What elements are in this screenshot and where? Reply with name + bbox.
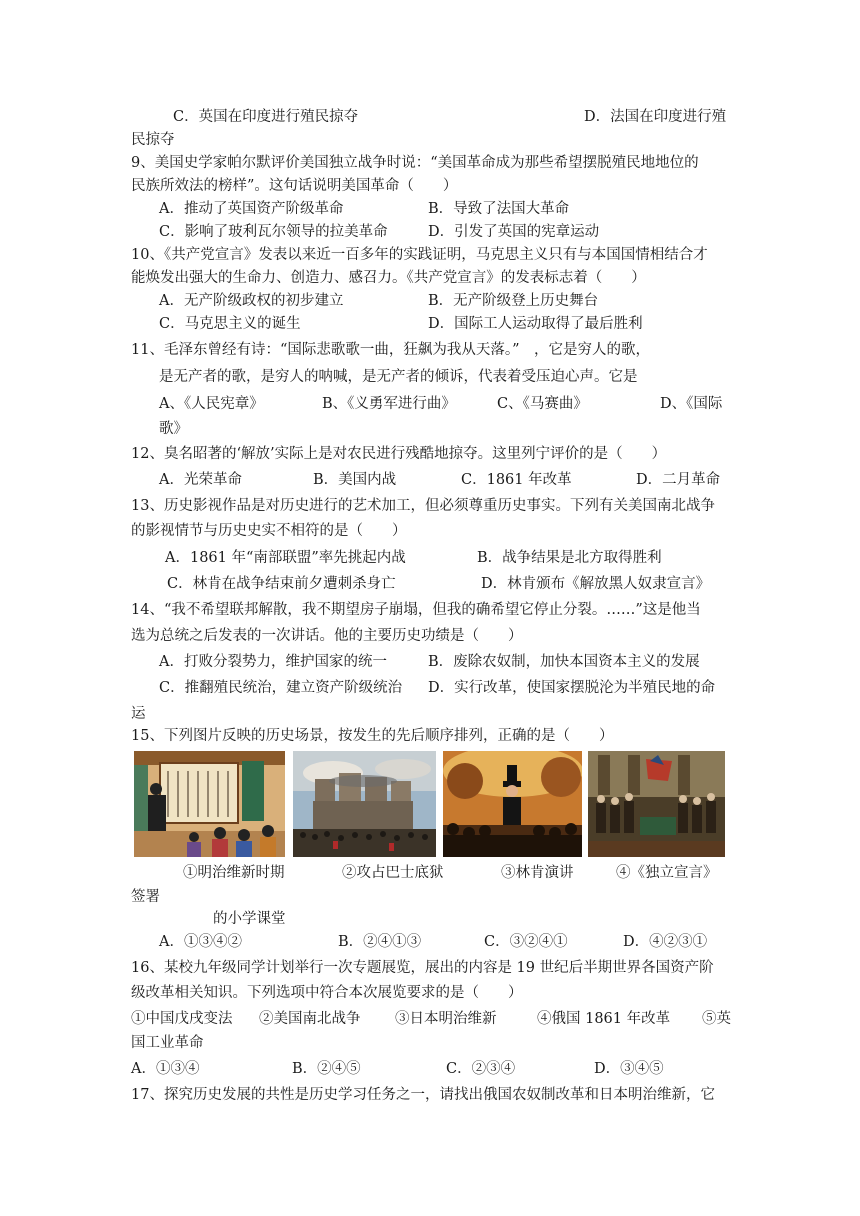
q9-stem-line1: 9、美国史学家帕尔默评价美国独立战争时说：“美国革命成为那些希望摆脱殖民地地位的 xyxy=(131,155,699,171)
picture-bastille xyxy=(293,751,436,857)
q14-stem-line1: 14、“我不希望联邦解散，我不期望房子崩塌，但我的确希望它停止分裂。……”这是他当 xyxy=(131,602,701,618)
picture-meiji-classroom xyxy=(134,751,285,857)
q9-stem-line2: 民族所效法的榜样”。这句话说明美国革命（ ） xyxy=(131,178,458,194)
q9-option-d: D．引发了英国的宪章运动 xyxy=(428,224,600,240)
q13-option-b: B．战争结果是北方取得胜利 xyxy=(477,550,662,566)
q8-option-d: D．法国在印度进行殖 xyxy=(584,109,727,125)
q10-option-b: B．无产阶级登上历史舞台 xyxy=(428,293,599,309)
q8-option-c: C．英国在印度进行殖民掠夺 xyxy=(173,109,359,125)
q16-option-d: D．③④⑤ xyxy=(594,1061,664,1077)
q12-option-d: D．二月革命 xyxy=(636,472,721,488)
caption-picture-1-continued: 的小学课堂 xyxy=(213,911,286,927)
q16-stem-line1: 16、某校九年级同学计划举行一次专题展览，展出的内容是 19 世纪后半期世界各国资产阶 xyxy=(131,960,714,976)
q13-stem-line1: 13、历史影视作品是对历史进行的艺术加工，但必须尊重历史事实。下列有关美国南北战争 xyxy=(131,498,715,514)
q10-stem-line2: 能焕发出强大的生命力、创造力、感召力。《共产党宣言》的发表标志着（ ） xyxy=(131,270,646,286)
q10-option-d: D．国际工人运动取得了最后胜利 xyxy=(428,316,643,332)
q12-option-c: C．1861 年改革 xyxy=(461,472,572,488)
q12-option-a: A．光荣革命 xyxy=(159,472,242,488)
q11-option-d-continued: 歌》 xyxy=(159,421,188,437)
q11-option-b: B、《义勇军进行曲》 xyxy=(322,396,456,412)
q12-stem: 12、臭名昭著的‘解放’实际上是对农民进行残酷地掠夺。这里列宁评价的是（ ） xyxy=(131,446,667,462)
caption-picture-4: ④《独立宣言》 xyxy=(616,865,718,881)
q16-item-5-continued: 国工业革命 xyxy=(131,1035,204,1051)
q11-option-c: C、《马赛曲》 xyxy=(497,396,588,412)
q14-option-c: C．推翻殖民统治，建立资产阶级统治 xyxy=(159,680,403,696)
q15-stem: 15、下列图片反映的历史场景，按发生的先后顺序排列，正确的是（ ） xyxy=(131,728,614,744)
q14-option-a: A．打败分裂势力，维护国家的统一 xyxy=(159,654,387,670)
q10-option-c: C．马克思主义的诞生 xyxy=(159,316,301,332)
q11-stem-line1: 11、毛泽东曾经有诗：“国际悲歌歌一曲，狂飙为我从天落。” ，它是穷人的歌， xyxy=(131,342,651,358)
q14-option-b: B．废除农奴制，加快本国资本主义的发展 xyxy=(428,654,700,670)
q13-option-a: A．1861 年“南部联盟”率先挑起内战 xyxy=(165,550,406,566)
q11-stem-line2: 是无产者的歌，是穷人的呐喊，是无产者的倾诉，代表着受压迫心声。它是 xyxy=(159,369,638,385)
q9-option-a: A．推动了英国资产阶级革命 xyxy=(159,201,344,217)
q11-option-a: A、《人民宪章》 xyxy=(159,396,264,412)
q14-option-d-continued: 运 xyxy=(131,706,146,722)
q16-item-5: ⑤英 xyxy=(702,1011,731,1027)
q16-item-3: ③日本明治维新 xyxy=(395,1011,497,1027)
picture-lincoln-speech xyxy=(443,751,582,857)
caption-picture-4-continued: 签署 xyxy=(131,889,160,905)
q13-stem-line2: 的影视情节与历史史实不相符的是（ ） xyxy=(131,523,407,539)
q10-stem-line1: 10、《共产党宣言》发表以来近一百多年的实践证明，马克思主义只有与本国国情相结合才 xyxy=(131,247,708,263)
q9-option-c: C．影响了玻利瓦尔领导的拉美革命 xyxy=(159,224,388,240)
caption-picture-1: ①明治维新时期 xyxy=(183,865,285,881)
q15-option-d: D．④②③① xyxy=(623,934,708,950)
picture-declaration-signing xyxy=(588,751,725,857)
q8-option-d-continued: 民掠夺 xyxy=(131,132,175,148)
q16-option-a: A．①③④ xyxy=(131,1061,200,1077)
caption-picture-3: ③林肯演讲 xyxy=(501,865,574,881)
q13-option-d: D．林肯颁布《解放黑人奴隶宣言》 xyxy=(481,576,711,592)
q11-option-d: D、《国际 xyxy=(660,396,723,412)
q15-option-b: B．②④①③ xyxy=(338,934,422,950)
q16-option-c: C．②③④ xyxy=(446,1061,516,1077)
q14-stem-line2: 选为总统之后发表的一次讲话。他的主要历史功绩是（ ） xyxy=(131,628,523,644)
q12-option-b: B．美国内战 xyxy=(313,472,397,488)
q16-stem-line2: 级改革相关知识。下列选项中符合本次展览要求的是（ ） xyxy=(131,985,523,1001)
q15-option-a: A．①③④② xyxy=(159,934,242,950)
q16-item-1: ①中国戊戌变法 xyxy=(131,1011,233,1027)
q16-item-4: ④俄国 1861 年改革 xyxy=(537,1011,671,1027)
q14-option-d: D．实行改革，使国家摆脱沦为半殖民地的命 xyxy=(428,680,716,696)
q15-option-c: C．③②④① xyxy=(484,934,568,950)
q17-stem-line1: 17、探究历史发展的共性是历史学习任务之一，请找出俄国农奴制改革和日本明治维新，它 xyxy=(131,1087,715,1103)
q10-option-a: A．无产阶级政权的初步建立 xyxy=(159,293,344,309)
q13-option-c: C．林肯在战争结束前夕遭刺杀身亡 xyxy=(167,576,396,592)
q16-option-b: B．②④⑤ xyxy=(292,1061,361,1077)
q16-item-2: ②美国南北战争 xyxy=(259,1011,361,1027)
q9-option-b: B．导致了法国大革命 xyxy=(428,201,570,217)
caption-picture-2: ②攻占巴士底狱 xyxy=(342,865,444,881)
